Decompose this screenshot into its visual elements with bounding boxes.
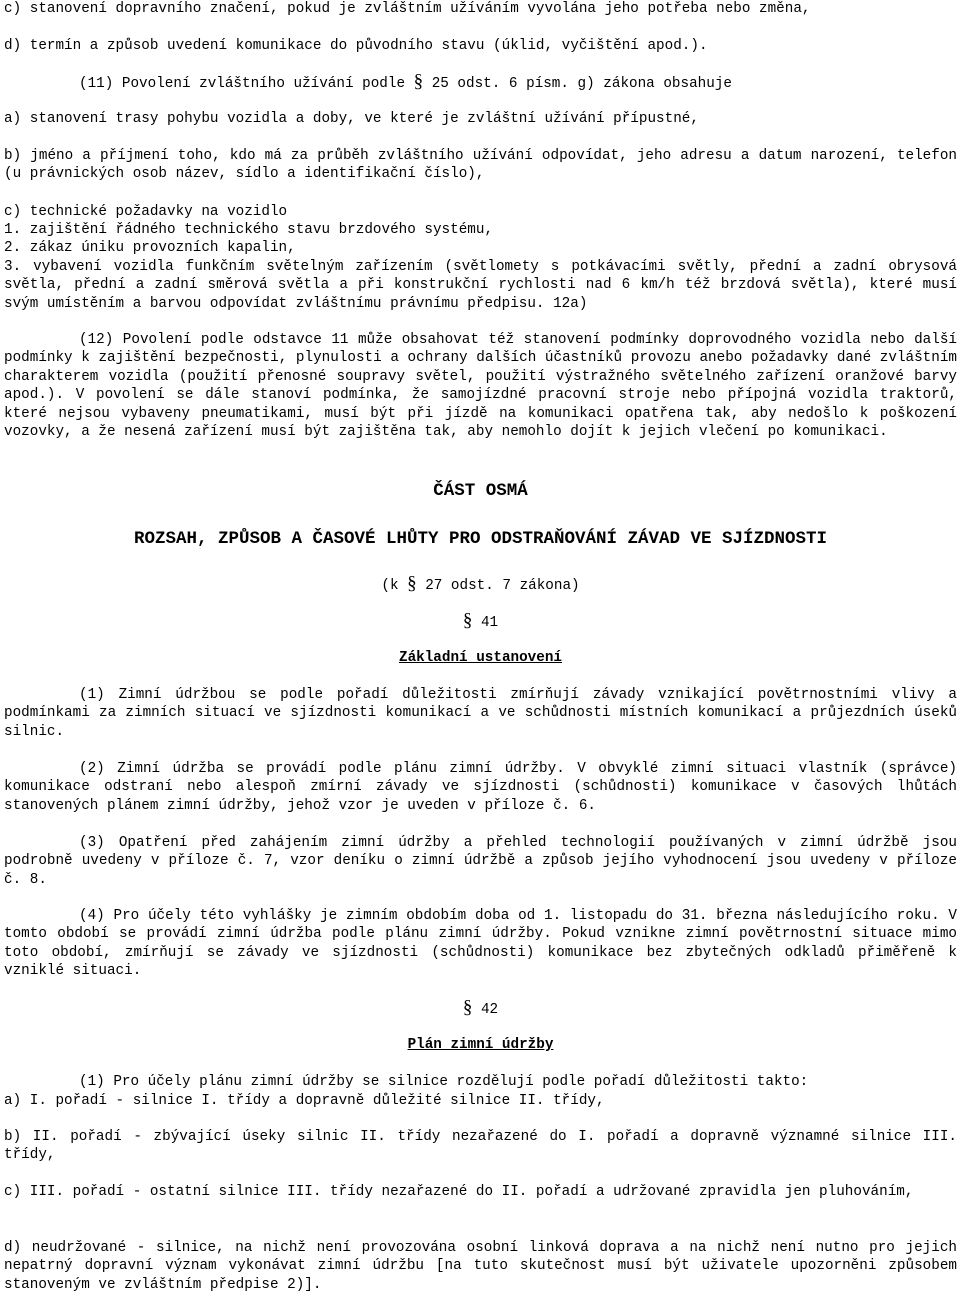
section-sign-icon: § <box>407 573 417 594</box>
section-sign-icon: § <box>413 71 424 92</box>
part-law-reference <box>4 575 957 595</box>
section-sign-icon: § <box>462 997 473 1018</box>
item-11-c2: 2. zákaz úniku provozních kapalin, <box>4 240 296 256</box>
section-42-number <box>4 999 957 1019</box>
item-c-traffic-signs: c) stanovení dopravního značení, pokud je zvláštním užíváním vyvolána jeho potřeba nebo změna, <box>4 1 811 17</box>
part-title: ČÁST OSMÁ <box>433 481 528 501</box>
par11-suffix: 25 odst. 6 písm. g) zákona obsahuje <box>423 76 732 92</box>
section-41-number <box>4 612 957 632</box>
section-42-heading-wrap <box>4 1036 957 1054</box>
section-42-num: 42 <box>472 1002 499 1018</box>
section-41-p3: (3) Opatření před zahájením zimní údržby a přehled technologií používaných v zimní údržbě jsou podrobně uvedeny v příloze č. 7, vzor deníku o zimní údržbě a způsob jejího vyhodnocení jsou uvedeny v příloze č. 8. <box>4 835 957 888</box>
section-41-p2: (2) Zimní údržba se provádí podle plánu zimní údržby. V obvyklé zimní situaci vlastník (správce) komunikace odstraní nebo alespoň zmírní závady ve sjízdnosti (schůdnosti) komunikace v časových lhůtách stanovených plánem zimní údržby, jehož vzor je uveden v příloze č. 6. <box>4 761 957 814</box>
section-42-item-c: c) III. pořadí - ostatní silnice III. třídy nezařazené do II. pořadí a udržované zpravidla jen pluhováním, <box>4 1184 914 1200</box>
paragraph-12: (12) Povolení podle odstavce 11 může obsahovat též stanovení podmínky doprovodného vozidla nebo další podmínky k zajištění bezpečnosti, plynulosti a ochrany dalších účastníků provozu anebo požadavky dané zvláštním charakterem vozidla (použití přenosné soupravy světel, použití výstražného světelného zařízení oranžové barvy apod.). V povolení se dále stanoví podmínka, že samojízdné pracovní stroje nebo přípojná vozidla traktorů, které nejsou vybaveny pneumatikami, musí být při jízdě na komunikaci opatřena tak, aby nedošlo k poškození vozovky, a že nesená zařízení musí být zajištěna tak, aby nemohlo dojít k jejich vlečení po komunikaci. <box>4 332 957 441</box>
section-41-heading: Základní ustanovení <box>398 650 562 666</box>
ref-suffix: 27 odst. 7 zákona) <box>416 578 580 594</box>
section-42-item-d: d) neudržované - silnice, na nichž není provozována osobní linková doprava a na nichž není nutno pro jejich nepatrný dopravní význam vykonávat zimní údržbu [na tuto skutečnost musí být uživatele upozorněni způsobem stanoveným ve zvláštním předpise 2)]. <box>4 1240 957 1293</box>
paragraph-11-intro <box>4 73 957 93</box>
section-41-p1: (1) Zimní údržbou se podle pořadí důležitosti zmírňují závady vznikající povětrnostními vlivy a podmínkami za zimních situací ve sjízdnosti komunikací a ve schůdnosti místních komunikací a průjezdních úseků silnic. <box>4 687 957 740</box>
item-11-c3: 3. vybavení vozidla funkčním světelným zařízením (světlomety s potkávacími světly, přední a zadní obrysová světla, přední a zadní směrová světla a při konstrukční rychlosti nad 6 km/h též brzdová světla), které musí svým umístěním a barvou odpovídat zvláštnímu právnímu předpisu. 12a) <box>4 259 957 312</box>
section-41-num: 41 <box>472 615 499 631</box>
section-42-p1: (1) Pro účely plánu zimní údržby se silnice rozdělují podle pořadí důležitosti takto: <box>79 1074 809 1090</box>
par11-prefix: (11) Povolení zvláštního užívání podle <box>79 76 414 92</box>
item-d-restoration: d) termín a způsob uvedení komunikace do původního stavu (úklid, vyčištění apod.). <box>4 38 708 54</box>
ref-prefix: (k <box>381 578 408 594</box>
item-11-c1: 1. zajištění řádného technického stavu brzdového systému, <box>4 222 494 238</box>
section-sign-icon: § <box>462 610 473 631</box>
item-11-b: b) jméno a příjmení toho, kdo má za průběh zvláštního užívání odpovídat, jeho adresu a datum narození, telefon (u právnických osob název, sídlo a identifikační číslo), <box>4 148 957 183</box>
section-42-heading: Plán zimní údržby <box>407 1037 554 1053</box>
item-11-a: a) stanovení trasy pohybu vozidla a doby, ve které je zvláštní užívání přípustné, <box>4 111 699 127</box>
section-41-p4: (4) Pro účely této vyhlášky je zimním obdobím doba od 1. listopadu do 31. března následujícího roku. V tomto období se provádí zimní údržba podle plánu zimní údržby. Pokud vznikne zimní povětrnostní situace mimo toto období, zmírňují se závady ve sjízdnosti (schůdnosti) komunikace bez zbytečných odkladů přiměřeně k vzniklé situaci. <box>4 908 957 980</box>
part-subtitle: ROZSAH, ZPŮSOB A ČASOVÉ LHŮTY PRO ODSTRAŇOVÁNÍ ZÁVAD VE SJÍZDNOSTI <box>133 529 828 549</box>
section-42-item-a: a) I. pořadí - silnice I. třídy a dopravně důležité silnice II. třídy, <box>4 1093 605 1109</box>
section-42-item-b: b) II. pořadí - zbývající úseky silnic II. třídy nezařazené do I. pořadí a dopravně významné silnice III. třídy, <box>4 1129 957 1164</box>
item-11-c: c) technické požadavky na vozidlo <box>4 204 288 220</box>
section-41-heading-wrap <box>4 649 957 667</box>
